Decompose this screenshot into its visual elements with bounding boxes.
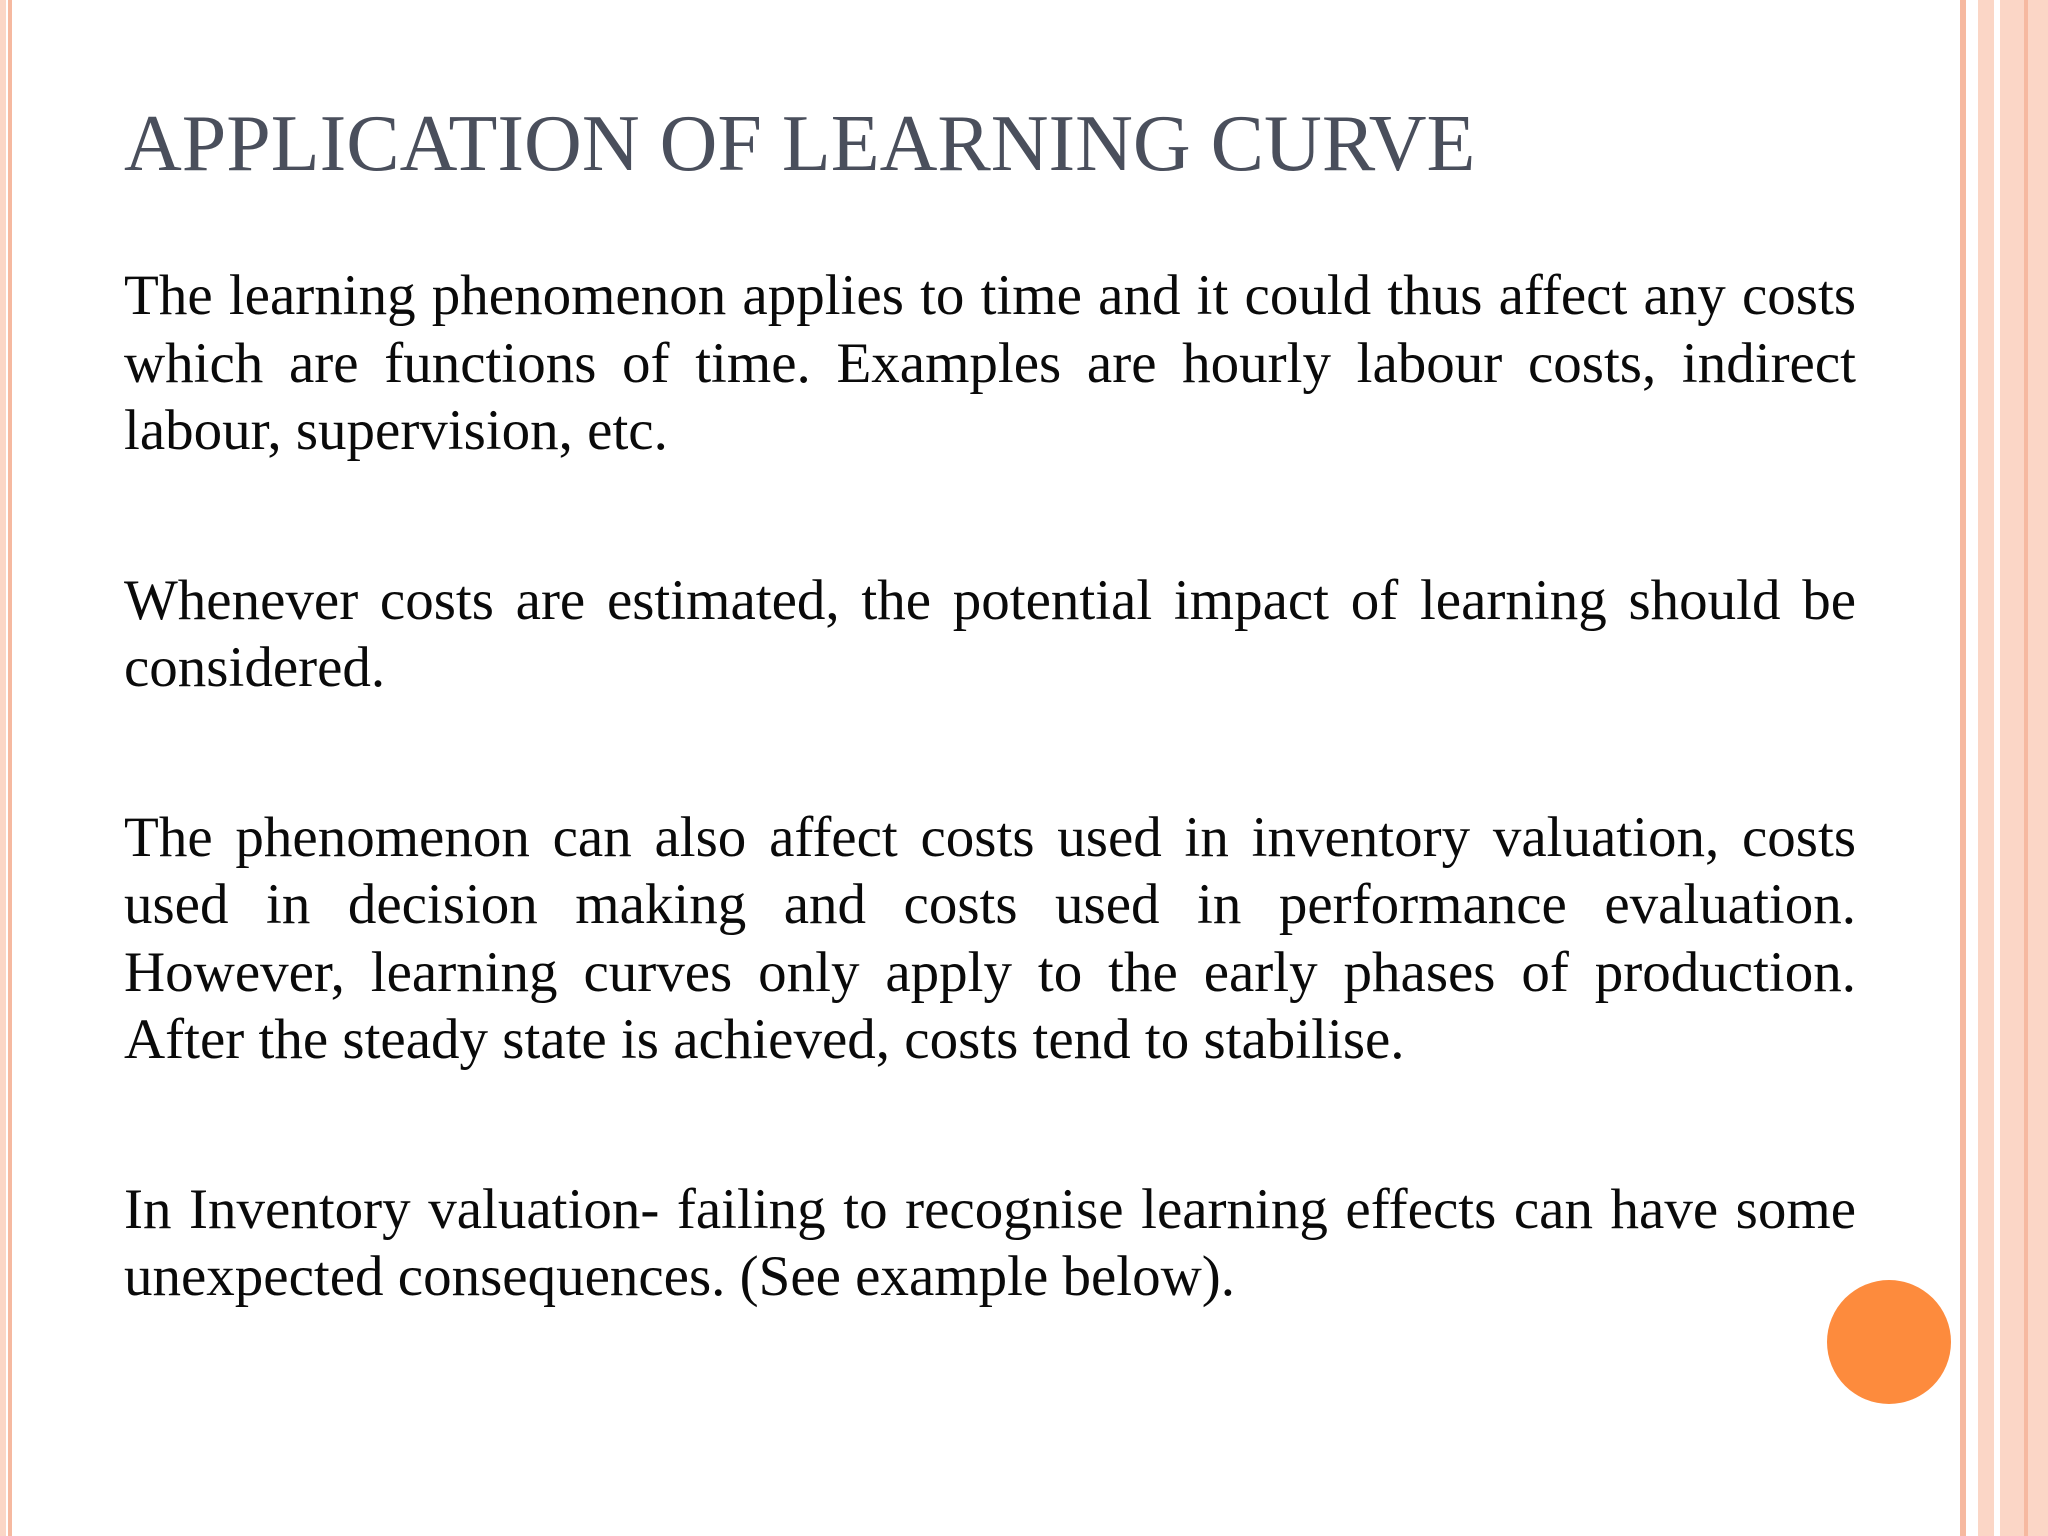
decorative-circle-icon: [1827, 1280, 1951, 1404]
paragraph-3: The phenomenon can also affect costs used in inventory valuation, costs used in decision making and costs used in performance evaluation. However, learning curves only apply to the early phases of production. After the steady state is achieved, costs tend to stabilise.: [124, 805, 1856, 1071]
slide-title: APPLICATION OF LEARNING CURVE: [124, 100, 1476, 188]
paragraph-1: The learning phenomenon applies to time and it could thus affect any costs which are functions of time. Examples are hourly labour costs, indirect labour, supervision, etc.: [124, 264, 1856, 462]
right-border-band: [1978, 0, 1994, 1536]
right-border-line: [1960, 0, 1966, 1536]
left-border-stripe: [0, 0, 6, 1536]
right-border-edge-line: [2024, 0, 2028, 1536]
paragraph-4: In Inventory valuation- failing to recognise learning effects can have some unexpected consequences. (See example below).: [124, 1177, 1856, 1308]
slide-body: [124, 262, 1856, 1311]
left-border-line: [8, 0, 12, 1536]
paragraph-2: Whenever costs are estimated, the potential impact of learning should be considered.: [124, 568, 1856, 699]
